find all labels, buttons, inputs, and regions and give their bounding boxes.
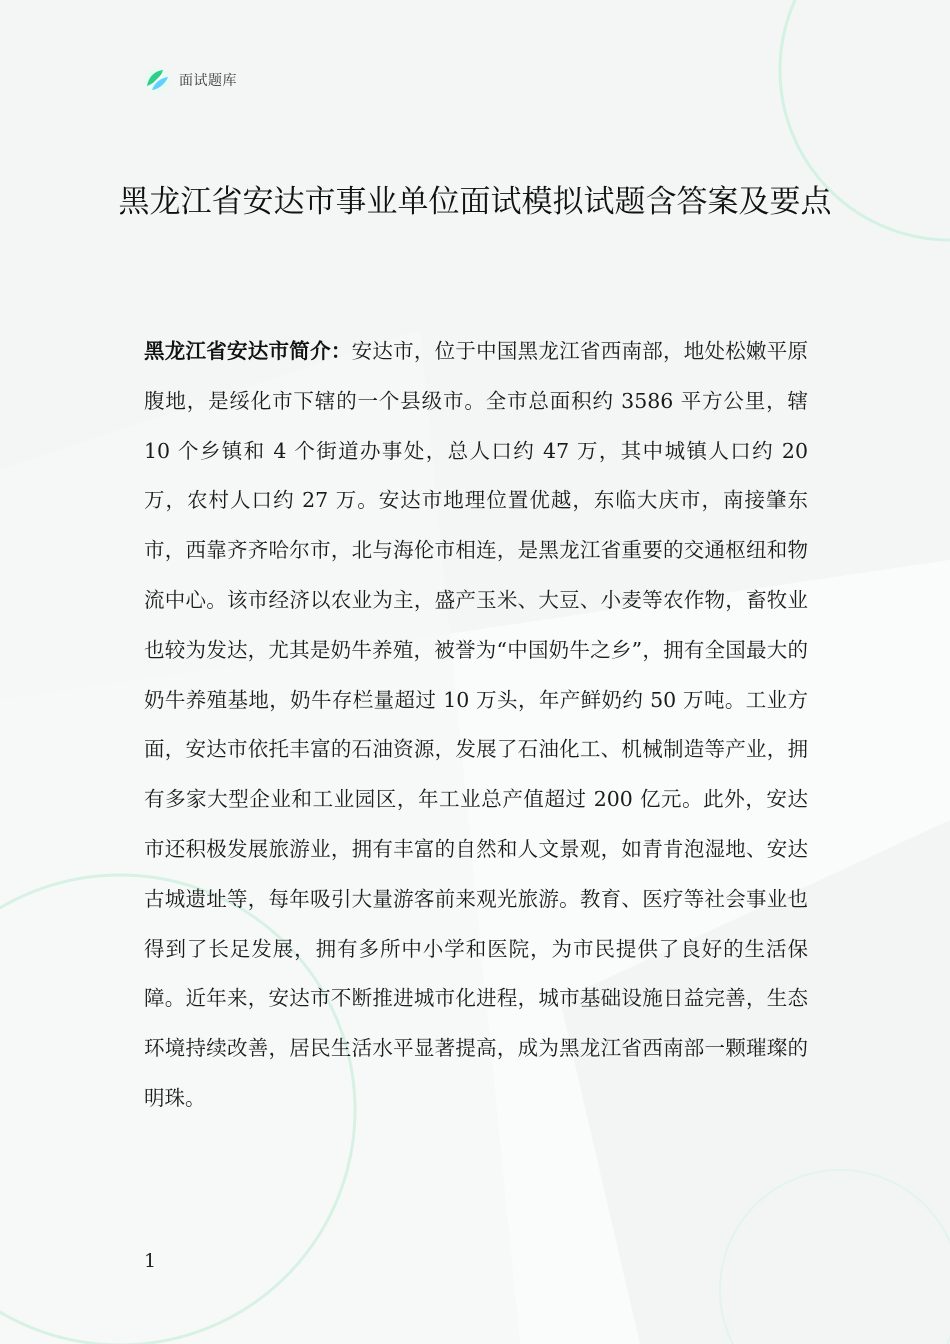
page-number: 1 [144,1250,157,1272]
leaf-logo-icon [143,66,171,94]
intro-paragraph [144,327,808,1124]
intro-text: 安达市，位于中国黑龙江省西南部，地处松嫩平原腹地，是绥化市下辖的一个县级市。全市总面积约 3586 平方公里，辖 10 个乡镇和 4 个街道办事处，总人口约 47 万，其中城镇人口约 20 万，农村人口约 27 万。安达市地理位置优越，东临大庆市，南接肇东市，西靠齐齐哈尔市，北与海伦市相连，是黑龙江省重要的交通枢纽和物流中心。该市经济以农业为主，盛产玉米、大豆、小麦等农作物，畜牧业也较为发达，尤其是奶牛养殖，被誉为“中国奶牛之乡”，拥有全国最大的奶牛养殖基地，奶牛存栏量超过 10 万头，年产鲜奶约 50 万吨。工业方面，安达市依托丰富的石油资源，发展了石油化工、机械制造等产业，拥有多家大型企业和工业园区，年工业总产值超过 200 亿元。此外，安达市还积极发展旅游业，拥有丰富的自然和人文景观，如青肯泡湿地、安达古城遗址等，每年吸引大量游客前来观光旅游。教育、医疗等社会事业也得到了长足发展，拥有多所中小学和医院，为市民提供了良好的生活保障。近年来，安达市不断推进城市化进程，城市基础设施日益完善，生态环境持续改善，居民生活水平显著提高，成为黑龙江省西南部一颗璀璨的明珠。 [144,339,809,1110]
intro-label: 黑龙江省安达市简介： [144,339,352,363]
brand-header [143,66,237,94]
brand-name: 面试题库 [179,73,237,89]
document-title: 黑龙江省安达市事业单位面试模拟试题含答案及要点 [118,184,832,220]
